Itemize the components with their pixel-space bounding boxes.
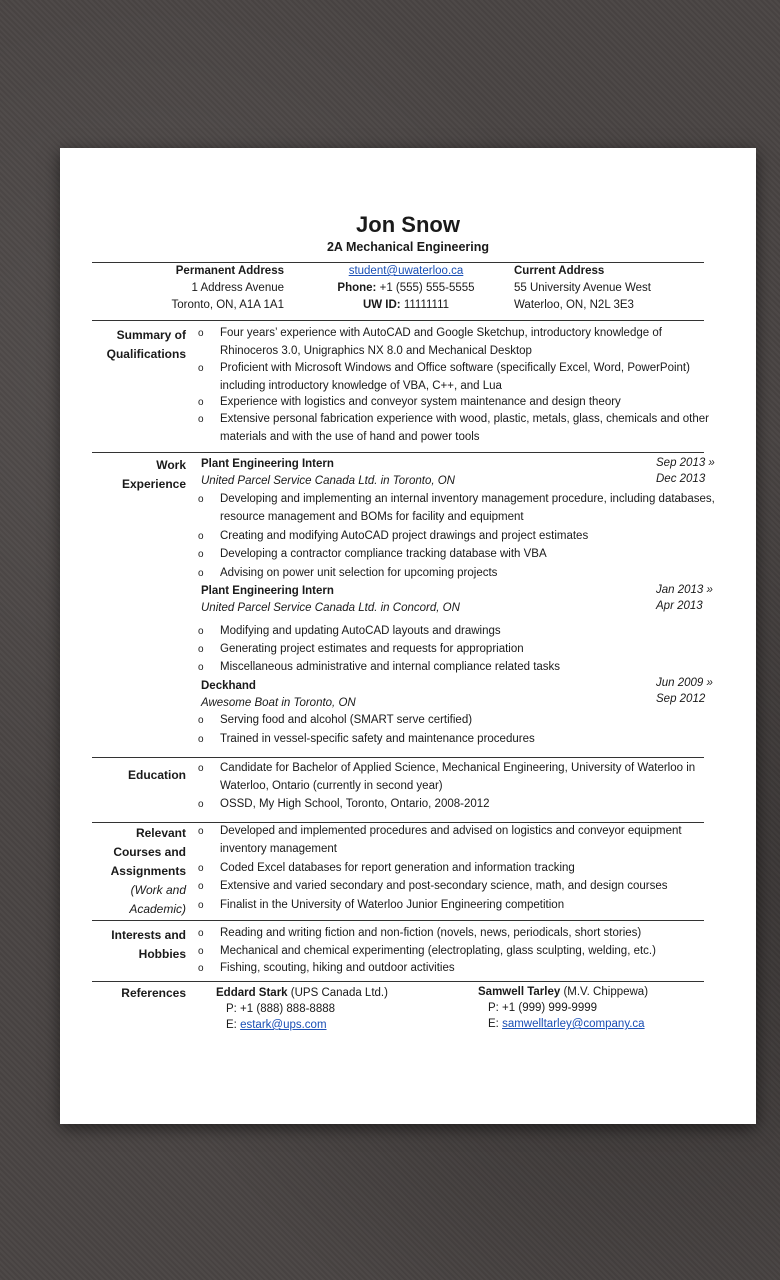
permanent-address-line2: Toronto, ON, A1A 1A1 — [171, 299, 284, 311]
list-item-text: Coded Excel databases for report generation and information tracking — [220, 862, 575, 874]
list-item — [198, 411, 718, 446]
list-item — [198, 325, 718, 360]
list-item — [198, 943, 718, 961]
divider — [92, 920, 704, 921]
section-title-courses — [90, 824, 186, 919]
list-item-text: Extensive personal fabrication experience with wood, plastic, metals, glass, chemicals and other materials and with the use of hand and power tools — [220, 413, 709, 443]
bullet-icon: o — [198, 549, 204, 560]
list-item — [198, 546, 718, 564]
section-title-line: Interests and — [111, 928, 186, 942]
bullet-icon: o — [198, 397, 204, 408]
bullet-icon: o — [198, 963, 204, 974]
bullet-icon: o — [198, 363, 204, 374]
reference-email-link[interactable]: samwelltarley@company.ca — [502, 1018, 645, 1030]
job-organization: United Parcel Service Canada Ltd. in Toronto, ON — [201, 475, 455, 487]
job-date-end: Sep 2012 — [656, 693, 706, 705]
list-item-text: Advising on power unit selection for upcoming projects — [220, 567, 498, 579]
bullet-icon: o — [198, 494, 204, 505]
list-item — [198, 641, 718, 659]
list-item-text: OSSD, My High School, Toronto, Ontario, 2008-2012 — [220, 798, 490, 810]
list-item-text: Proficient with Microsoft Windows and Office software (specifically Excel, Word, PowerPoint) including introductory knowledge of VBA, C++, and Lua — [220, 362, 690, 392]
list-item-text: Extensive and varied secondary and post-secondary science, math, and design courses — [220, 880, 668, 892]
bullet-icon: o — [198, 662, 204, 673]
section-title-line: Experience — [121, 477, 186, 491]
bullet-icon: o — [198, 863, 204, 874]
section-title-references: References — [121, 986, 186, 1000]
job-date-start: Jun 2009 » — [656, 677, 713, 689]
permanent-address-label: Permanent Address — [175, 265, 284, 277]
section-title-summary — [90, 326, 186, 364]
uwid-value: 11111111 — [403, 299, 450, 311]
reference-name: Eddard Stark — [216, 987, 288, 999]
list-item-text: Developing and implementing an internal inventory management procedure, including databases, resource management and BOMs for facility and equipment — [220, 493, 715, 523]
bullet-icon: o — [198, 734, 204, 745]
section-title-line: Education — [127, 768, 186, 782]
section-title-line: (Work and — [130, 883, 186, 897]
section-title-line: Academic) — [129, 902, 186, 916]
reference-email-prefix: E: — [488, 1018, 499, 1030]
section-title-work — [90, 456, 186, 494]
job-organization: Awesome Boat in Toronto, ON — [201, 697, 356, 709]
current-address — [514, 263, 694, 314]
list-item — [198, 897, 718, 915]
bullet-icon: o — [198, 626, 204, 637]
job-entry — [201, 583, 460, 617]
permanent-address-line1: 1 Address Avenue — [191, 282, 284, 294]
job-title: Plant Engineering Intern — [201, 585, 334, 597]
list-item — [198, 623, 718, 641]
bullet-icon: o — [198, 328, 204, 339]
resume-page — [60, 148, 756, 1124]
list-item-text: Four years’ experience with AutoCAD and Google Sketchup, introductory knowledge of Rhinoceros 3.0, Unigraphics NX 8.0 and Mechanical Desktop — [220, 327, 662, 357]
job-dates — [656, 455, 715, 487]
divider — [92, 452, 704, 453]
reference-email-link[interactable]: estark@ups.com — [240, 1019, 327, 1031]
reference-entry — [216, 985, 456, 1033]
list-item — [198, 565, 718, 583]
list-item-text: Trained in vessel-specific safety and maintenance procedures — [220, 733, 535, 745]
list-item — [198, 528, 718, 546]
list-item-text: Modifying and updating AutoCAD layouts and drawings — [220, 625, 501, 637]
contact-block — [306, 263, 506, 314]
bullet-icon: o — [198, 531, 204, 542]
bullet-icon: o — [198, 881, 204, 892]
bullet-icon: o — [198, 799, 204, 810]
job-date-start: Sep 2013 » — [656, 457, 715, 469]
list-item — [198, 960, 718, 978]
list-item — [198, 860, 718, 878]
current-address-label: Current Address — [514, 265, 605, 277]
list-item — [198, 760, 718, 795]
list-item — [198, 925, 718, 943]
list-item — [198, 712, 718, 730]
job-dates — [656, 675, 713, 707]
bullet-icon: o — [198, 414, 204, 425]
reference-phone: P: +1 (888) 888-8888 — [226, 1003, 336, 1015]
job-organization: United Parcel Service Canada Ltd. in Concord, ON — [201, 602, 460, 614]
bullet-icon: o — [198, 928, 204, 939]
list-item-text: Developed and implemented procedures and advised on logistics and conveyor equipment inventory management — [220, 825, 682, 855]
section-title-line: Summary of — [116, 328, 186, 342]
list-item-text: Candidate for Bachelor of Applied Science, Mechanical Engineering, University of Waterloo in Waterloo, Ontario (currently in second year) — [220, 762, 696, 792]
reference-phone: P: +1 (999) 999-9999 — [488, 1002, 598, 1014]
reference-org: (M.V. Chippewa) — [563, 986, 649, 998]
candidate-name: Jon Snow — [356, 212, 460, 237]
section-title-interests — [90, 926, 186, 964]
job-entry — [201, 456, 455, 490]
bullet-icon: o — [198, 568, 204, 579]
reference-email-prefix: E: — [226, 1019, 237, 1031]
bullet-icon: o — [198, 763, 204, 774]
list-item — [198, 394, 718, 412]
phone-value: +1 (555) 555-5555 — [379, 282, 475, 294]
phone-label: Phone: — [337, 282, 377, 294]
bullet-icon: o — [198, 715, 204, 726]
list-item-text: Developing a contractor compliance tracking database with VBA — [220, 548, 547, 560]
bullet-icon: o — [198, 900, 204, 911]
list-item-text: Fishing, scouting, hiking and outdoor activities — [220, 962, 455, 974]
bullet-icon: o — [198, 826, 204, 837]
section-title-line: Work — [156, 458, 186, 472]
section-title-education — [90, 766, 186, 785]
list-item — [198, 878, 718, 896]
list-item — [198, 360, 718, 395]
job-title: Deckhand — [201, 680, 256, 692]
list-item-text: Miscellaneous administrative and internal compliance related tasks — [220, 661, 561, 673]
email-link[interactable]: student@uwaterloo.ca — [348, 265, 464, 277]
section-title-line: Qualifications — [106, 347, 186, 361]
list-item-text: Mechanical and chemical experimenting (electroplating, glass sculpting, welding, etc.) — [220, 945, 656, 957]
current-address-line2: Waterloo, ON, N2L 3E3 — [514, 299, 634, 311]
list-item — [198, 491, 718, 526]
section-title-line: Courses and — [113, 845, 186, 859]
list-item — [198, 731, 718, 749]
list-item-text: Finalist in the University of Waterloo Junior Engineering competition — [220, 899, 565, 911]
divider — [92, 981, 704, 982]
bullet-icon: o — [198, 946, 204, 957]
section-title-line: Assignments — [110, 864, 186, 878]
bullet-icon: o — [198, 644, 204, 655]
job-title: Plant Engineering Intern — [201, 458, 334, 470]
list-item-text: Generating project estimates and requests for appropriation — [220, 643, 524, 655]
list-item — [198, 796, 718, 814]
job-date-start: Jan 2013 » — [656, 584, 713, 596]
job-date-end: Apr 2013 — [656, 600, 703, 612]
divider — [92, 320, 704, 321]
uwid-label: UW ID: — [362, 299, 401, 311]
list-item-text: Creating and modifying AutoCAD project drawings and project estimates — [220, 530, 589, 542]
reference-entry — [478, 984, 718, 1032]
section-title-line: Hobbies — [138, 947, 186, 961]
permanent-address — [158, 263, 284, 314]
job-date-end: Dec 2013 — [656, 473, 706, 485]
job-entry — [201, 678, 356, 712]
reference-org: (UPS Canada Ltd.) — [290, 987, 388, 999]
list-item-text: Serving food and alcohol (SMART serve certified) — [220, 714, 473, 726]
list-item — [198, 823, 718, 858]
divider — [92, 757, 704, 758]
list-item — [198, 659, 718, 677]
list-item-text: Experience with logistics and conveyor system maintenance and design theory — [220, 396, 621, 408]
list-item-text: Reading and writing fiction and non-fiction (novels, news, periodicals, short stories) — [220, 927, 642, 939]
current-address-line1: 55 University Avenue West — [514, 282, 652, 294]
reference-name: Samwell Tarley — [478, 986, 561, 998]
program-name: 2A Mechanical Engineering — [326, 240, 490, 254]
job-dates — [656, 582, 713, 614]
section-title-line: Relevant — [135, 826, 186, 840]
